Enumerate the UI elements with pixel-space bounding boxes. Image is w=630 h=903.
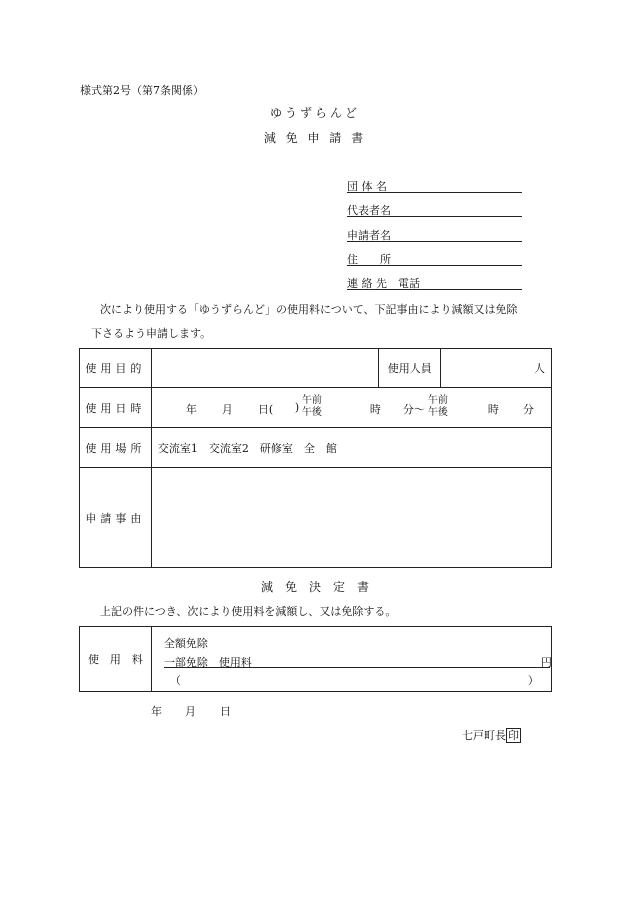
reason-input[interactable] [151, 468, 551, 568]
representative-field[interactable] [347, 202, 522, 217]
place-label: 使用場所 [80, 428, 152, 468]
decision-day: 日 [220, 705, 231, 718]
purpose-label: 使用目的 [80, 349, 152, 388]
group-name-label: 団 体 名 [347, 180, 387, 193]
fee-details[interactable] [151, 627, 551, 692]
note-paren-open: （ [169, 673, 181, 687]
decision-year: 年 [151, 705, 162, 718]
start-minute: 分～ [402, 402, 425, 416]
reason-label: 申請事由 [80, 468, 152, 568]
intro-line-1: 次により使用する「ゆうずらんど」の使用料について、下記事由により減額又は免除 [100, 303, 518, 316]
end-am-label: 午前 [427, 394, 448, 406]
facility-name: ゆうずらんど [269, 106, 360, 120]
end-pm-label: 午後 [427, 406, 448, 418]
date-day: 日( [257, 402, 274, 416]
representative-label: 代表者名 [347, 204, 391, 217]
page-title: 減 免 申 請 書 [263, 131, 367, 145]
decision-title: 減 免 決 定 書 [260, 580, 369, 594]
end-hour: 時 [487, 402, 499, 416]
datetime-label: 使用日時 [80, 388, 152, 428]
date-month: 月 [221, 402, 233, 416]
start-am-label: 午前 [301, 394, 322, 406]
full-exemption-option[interactable]: 全額免除 [163, 636, 208, 650]
people-label: 使用人員 [379, 349, 441, 388]
datetime-input[interactable] [151, 388, 551, 428]
place-options[interactable]: 交流室1 交流室2 研修室 全 館 [151, 428, 551, 468]
place-row [80, 428, 552, 468]
decision-table [79, 626, 552, 692]
people-unit: 人 [534, 362, 545, 375]
purpose-input[interactable] [151, 349, 378, 388]
datetime-row [80, 388, 552, 428]
contact-label: 連 絡 先 電話 [347, 277, 420, 290]
contact-field[interactable] [347, 275, 522, 290]
group-name-field[interactable] [347, 178, 522, 193]
yen-unit: 円 [540, 655, 552, 669]
start-hour: 時 [369, 402, 381, 416]
seal-box: 印 [508, 729, 519, 742]
reason-row [80, 468, 552, 568]
purpose-row [80, 349, 552, 388]
mayor-signature [462, 727, 521, 743]
decision-month: 月 [185, 705, 196, 718]
intro-line-2: 下さるよう申請します。 [91, 327, 212, 340]
application-table [79, 348, 552, 568]
applicant-field[interactable] [347, 227, 522, 242]
address-label: 住 所 [347, 253, 391, 266]
fee-label: 使 用 料 [80, 627, 152, 692]
mayor-title: 七戸町長 [462, 729, 506, 742]
date-year: 年 [185, 402, 197, 416]
applicant-label: 申請者名 [347, 229, 391, 242]
people-input[interactable] [441, 349, 552, 388]
address-field[interactable] [347, 251, 522, 266]
note-paren-close: ） [527, 673, 539, 687]
form-number: 様式第2号（第7条関係） [80, 84, 204, 97]
partial-exemption-line[interactable] [164, 654, 550, 668]
partial-exemption-option: 一部免除 使用料 [163, 655, 252, 669]
decision-text: 上記の件につき、次により使用料を減額し、又は免除する。 [100, 605, 397, 618]
date-paren-close: ) [294, 400, 300, 414]
end-minute: 分 [522, 402, 534, 416]
start-pm-label: 午後 [301, 406, 322, 418]
